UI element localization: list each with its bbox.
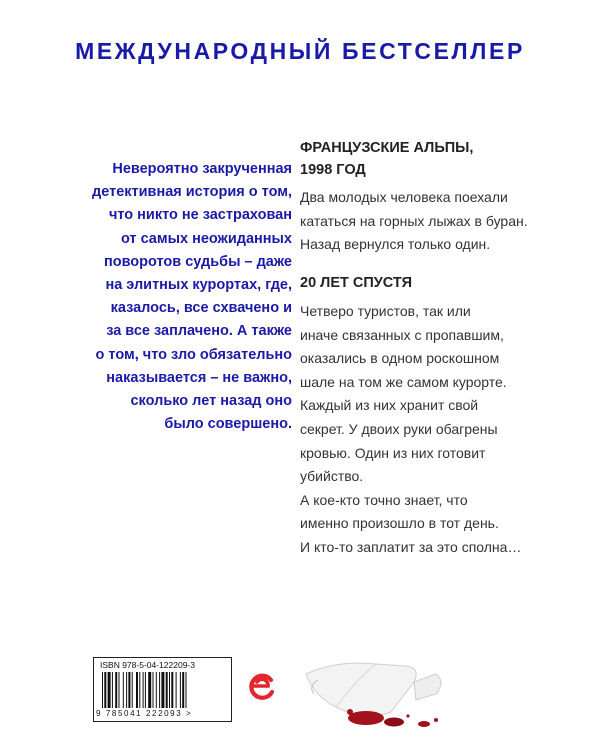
section-text-alps xyxy=(300,186,528,257)
blurb-line: Невероятно закрученная xyxy=(112,161,292,177)
paragraph-line: секрет. У двоих руки обагрены xyxy=(300,420,498,437)
blurb-line: детективная история о том, xyxy=(92,184,292,201)
broken-cup-illustration xyxy=(296,652,496,737)
barcode-bar xyxy=(182,672,184,708)
barcode-bar xyxy=(153,672,154,708)
barcode-bar xyxy=(156,672,157,708)
barcode-bar xyxy=(128,672,130,708)
blurb-line: о том, что зло обязательно xyxy=(95,346,292,363)
paragraph-line: Два молодых человека поехали xyxy=(300,189,508,205)
section-heading-20-years: 20 ЛЕТ СПУСТЯ xyxy=(300,275,412,291)
barcode-bar xyxy=(108,672,111,708)
paragraph-line: оказались в одном роскошном xyxy=(300,350,500,367)
blurb-line: за все заплачено. А также xyxy=(106,323,292,340)
heading-line: 1998 ГОД xyxy=(300,162,366,178)
paragraph-line: А кое-кто точно знает, что xyxy=(300,491,468,508)
paragraph-line: кровью. Один из них готовит xyxy=(300,444,486,461)
blurb-line: сколько лет назад оно xyxy=(130,393,292,410)
blurb-text xyxy=(92,158,292,436)
blurb-line: было совершено. xyxy=(164,416,292,433)
barcode-bar xyxy=(171,672,173,708)
paragraph-line: кататься на горных лыжах в буран. xyxy=(300,212,528,229)
barcode-bar xyxy=(136,672,138,708)
barcode-digits: 9 785041 222093 > xyxy=(96,709,193,718)
paragraph-line: И кто-то заплатит за это сполна… xyxy=(300,538,522,555)
section-text-20-years xyxy=(300,300,521,560)
paragraph-line: убийство. xyxy=(300,468,364,485)
isbn-number: ISBN 978-5-04-122209-3 xyxy=(100,660,195,670)
heading-line: ФРАНЦУЗСКИЕ АЛЬПЫ, xyxy=(300,140,474,156)
paragraph-line: именно произошло в тот день. xyxy=(300,515,499,532)
barcode-bar xyxy=(161,672,164,708)
blurb-line: наказывается – не важно, xyxy=(106,369,292,386)
barcode-bar xyxy=(145,672,146,708)
blurb-line: поворотов судьбы – даже xyxy=(103,253,292,270)
barcode-bar xyxy=(180,672,181,708)
paragraph-line: шале на том же самом курорте. xyxy=(300,373,507,390)
paragraph-line: Каждый из них хранит свой xyxy=(300,397,479,414)
barcode-bar xyxy=(115,672,117,708)
paragraph-line: Четверо туристов, так или xyxy=(300,303,471,319)
barcode-bar xyxy=(123,672,124,708)
barcode-bar xyxy=(159,672,160,708)
barcode xyxy=(93,657,232,722)
barcode-bar xyxy=(169,672,170,708)
publisher-logo-icon xyxy=(246,670,278,702)
barcode-bar xyxy=(176,672,177,708)
blurb-line: от самых неожиданных xyxy=(120,230,292,247)
barcode-bar xyxy=(102,672,103,708)
section-heading-alps xyxy=(300,137,473,181)
barcode-bar xyxy=(126,672,127,708)
barcode-bar xyxy=(166,672,168,708)
barcode-bar xyxy=(186,672,187,708)
barcode-bar xyxy=(132,672,133,708)
barcode-bar xyxy=(112,672,113,708)
blurb-line: что никто не застрахован xyxy=(108,207,292,224)
barcode-bar xyxy=(104,672,106,708)
blurb-line: казалось, все схвачено и xyxy=(110,300,292,317)
bestseller-title: МЕЖДУНАРОДНЫЙ БЕСТСЕЛЛЕР xyxy=(75,38,525,64)
barcode-bar xyxy=(148,672,151,708)
paragraph-line: Назад вернулся только один. xyxy=(300,236,491,253)
barcode-bar xyxy=(139,672,140,708)
barcode-bar xyxy=(119,672,120,708)
blurb-line: на элитных курортах, где, xyxy=(105,277,292,294)
barcode-bars xyxy=(102,672,224,708)
paragraph-line: иначе связанных с пропавшим, xyxy=(300,326,504,343)
barcode-bar xyxy=(143,672,144,708)
